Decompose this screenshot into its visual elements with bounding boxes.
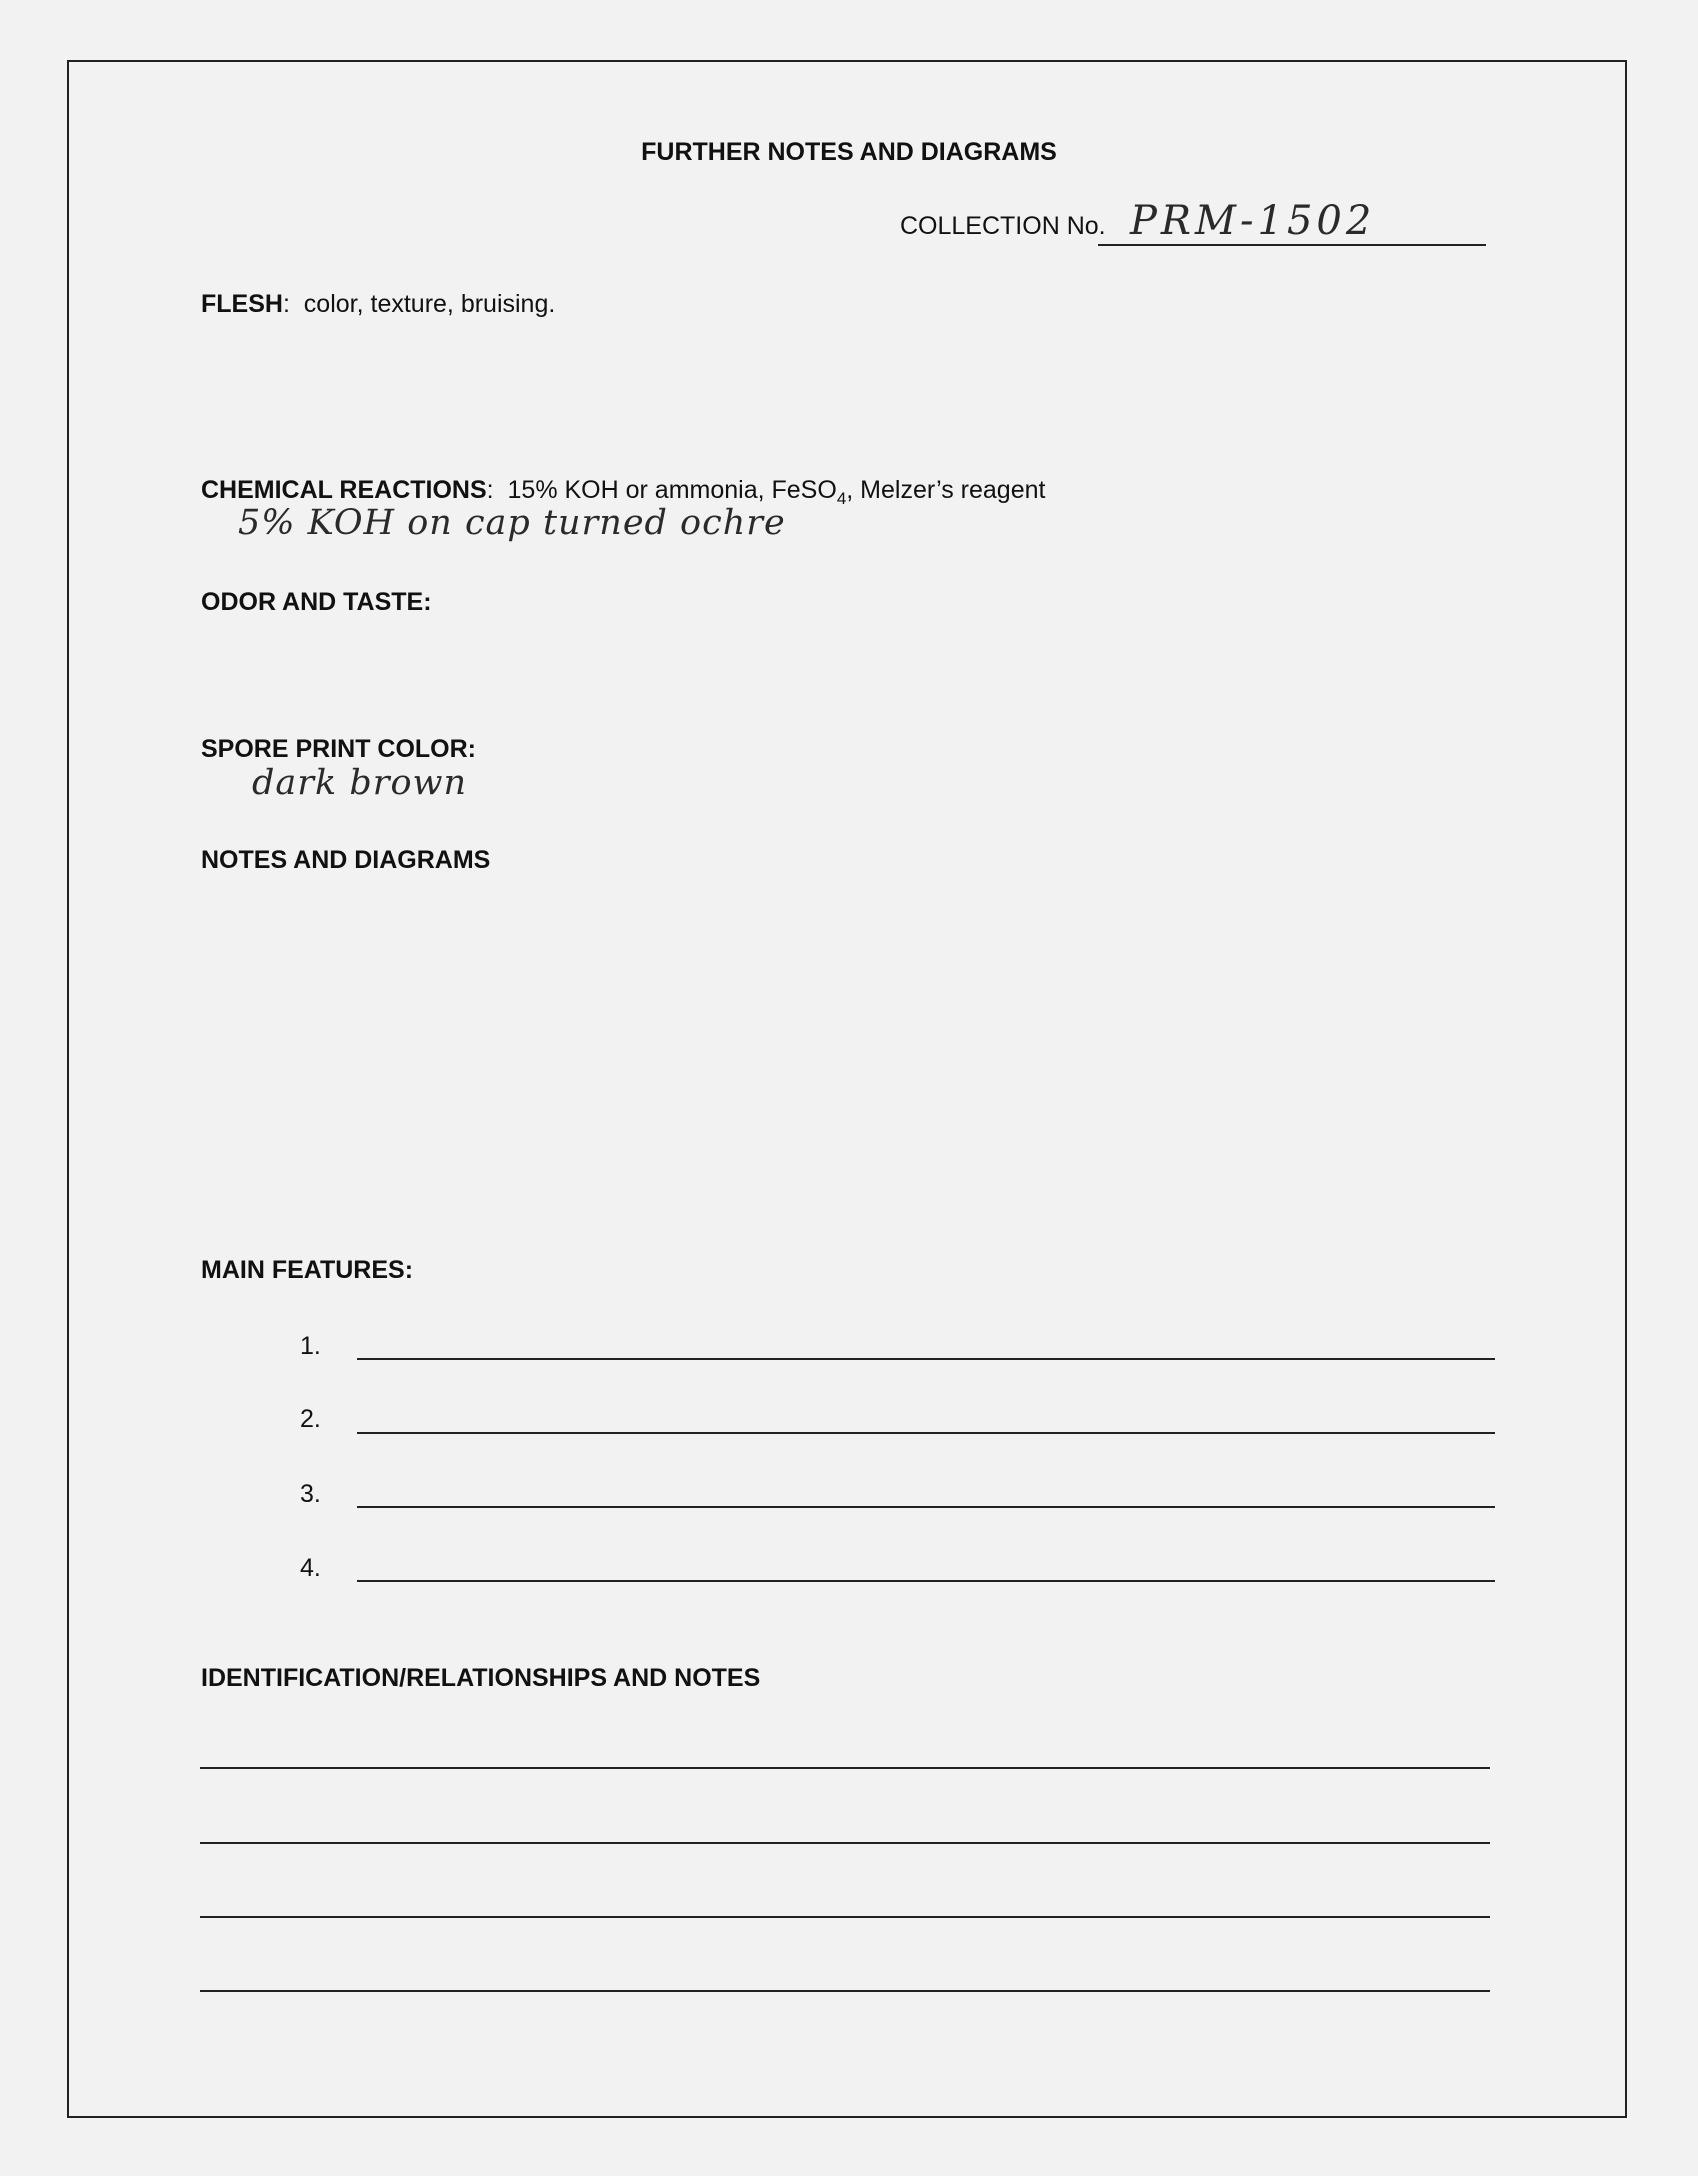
feature-line-2[interactable] bbox=[357, 1432, 1495, 1434]
identification-label: IDENTIFICATION/RELATIONSHIPS AND NOTES bbox=[201, 1664, 761, 1692]
form-title: FURTHER NOTES AND DIAGRAMS bbox=[641, 138, 1057, 166]
feature-number: 1. bbox=[300, 1332, 321, 1360]
identification-line-1[interactable] bbox=[200, 1767, 1490, 1769]
collection-number-line bbox=[1098, 244, 1486, 246]
feature-line-3[interactable] bbox=[357, 1506, 1495, 1508]
identification-line-3[interactable] bbox=[200, 1916, 1490, 1918]
spore-print-label: SPORE PRINT COLOR: bbox=[201, 735, 477, 763]
chemical-hint-subscript: 4 bbox=[836, 489, 847, 508]
chemical-reactions-field: CHEMICAL REACTIONS: 15% KOH or ammonia, FeSO$_4$, Melzer’s reagent bbox=[201, 476, 1046, 508]
form-border bbox=[67, 60, 1627, 2118]
identification-line-2[interactable] bbox=[200, 1842, 1490, 1844]
feature-line-4[interactable] bbox=[357, 1580, 1495, 1582]
identification-line-4[interactable] bbox=[200, 1990, 1490, 1992]
spore-print-value[interactable]: dark brown bbox=[252, 763, 468, 803]
collection-label: COLLECTION No. bbox=[900, 212, 1106, 240]
flesh-hint: color, texture, bruising. bbox=[303, 290, 556, 318]
notes-diagrams-label: NOTES AND DIAGRAMS bbox=[201, 846, 491, 874]
main-features-label: MAIN FEATURES: bbox=[201, 1256, 414, 1284]
chemical-reactions-label: CHEMICAL REACTIONS bbox=[201, 476, 487, 504]
chemical-hint: 15% KOH or ammonia, FeSO bbox=[507, 476, 837, 504]
flesh-label: FLESH bbox=[201, 290, 283, 318]
odor-taste-label: ODOR AND TASTE: bbox=[201, 588, 432, 616]
flesh-field: FLESH: color, texture, bruising. bbox=[201, 290, 556, 318]
collection-number-value[interactable]: PRM-1502 bbox=[1130, 198, 1376, 244]
feature-number: 4. bbox=[300, 1554, 321, 1582]
feature-line-1[interactable] bbox=[357, 1358, 1495, 1360]
feature-number: 2. bbox=[300, 1405, 321, 1433]
chemical-reactions-value[interactable]: 5% KOH on cap turned ochre bbox=[238, 503, 786, 543]
chemical-hint-rest: , Melzer’s reagent bbox=[846, 476, 1046, 504]
feature-number: 3. bbox=[300, 1480, 321, 1508]
